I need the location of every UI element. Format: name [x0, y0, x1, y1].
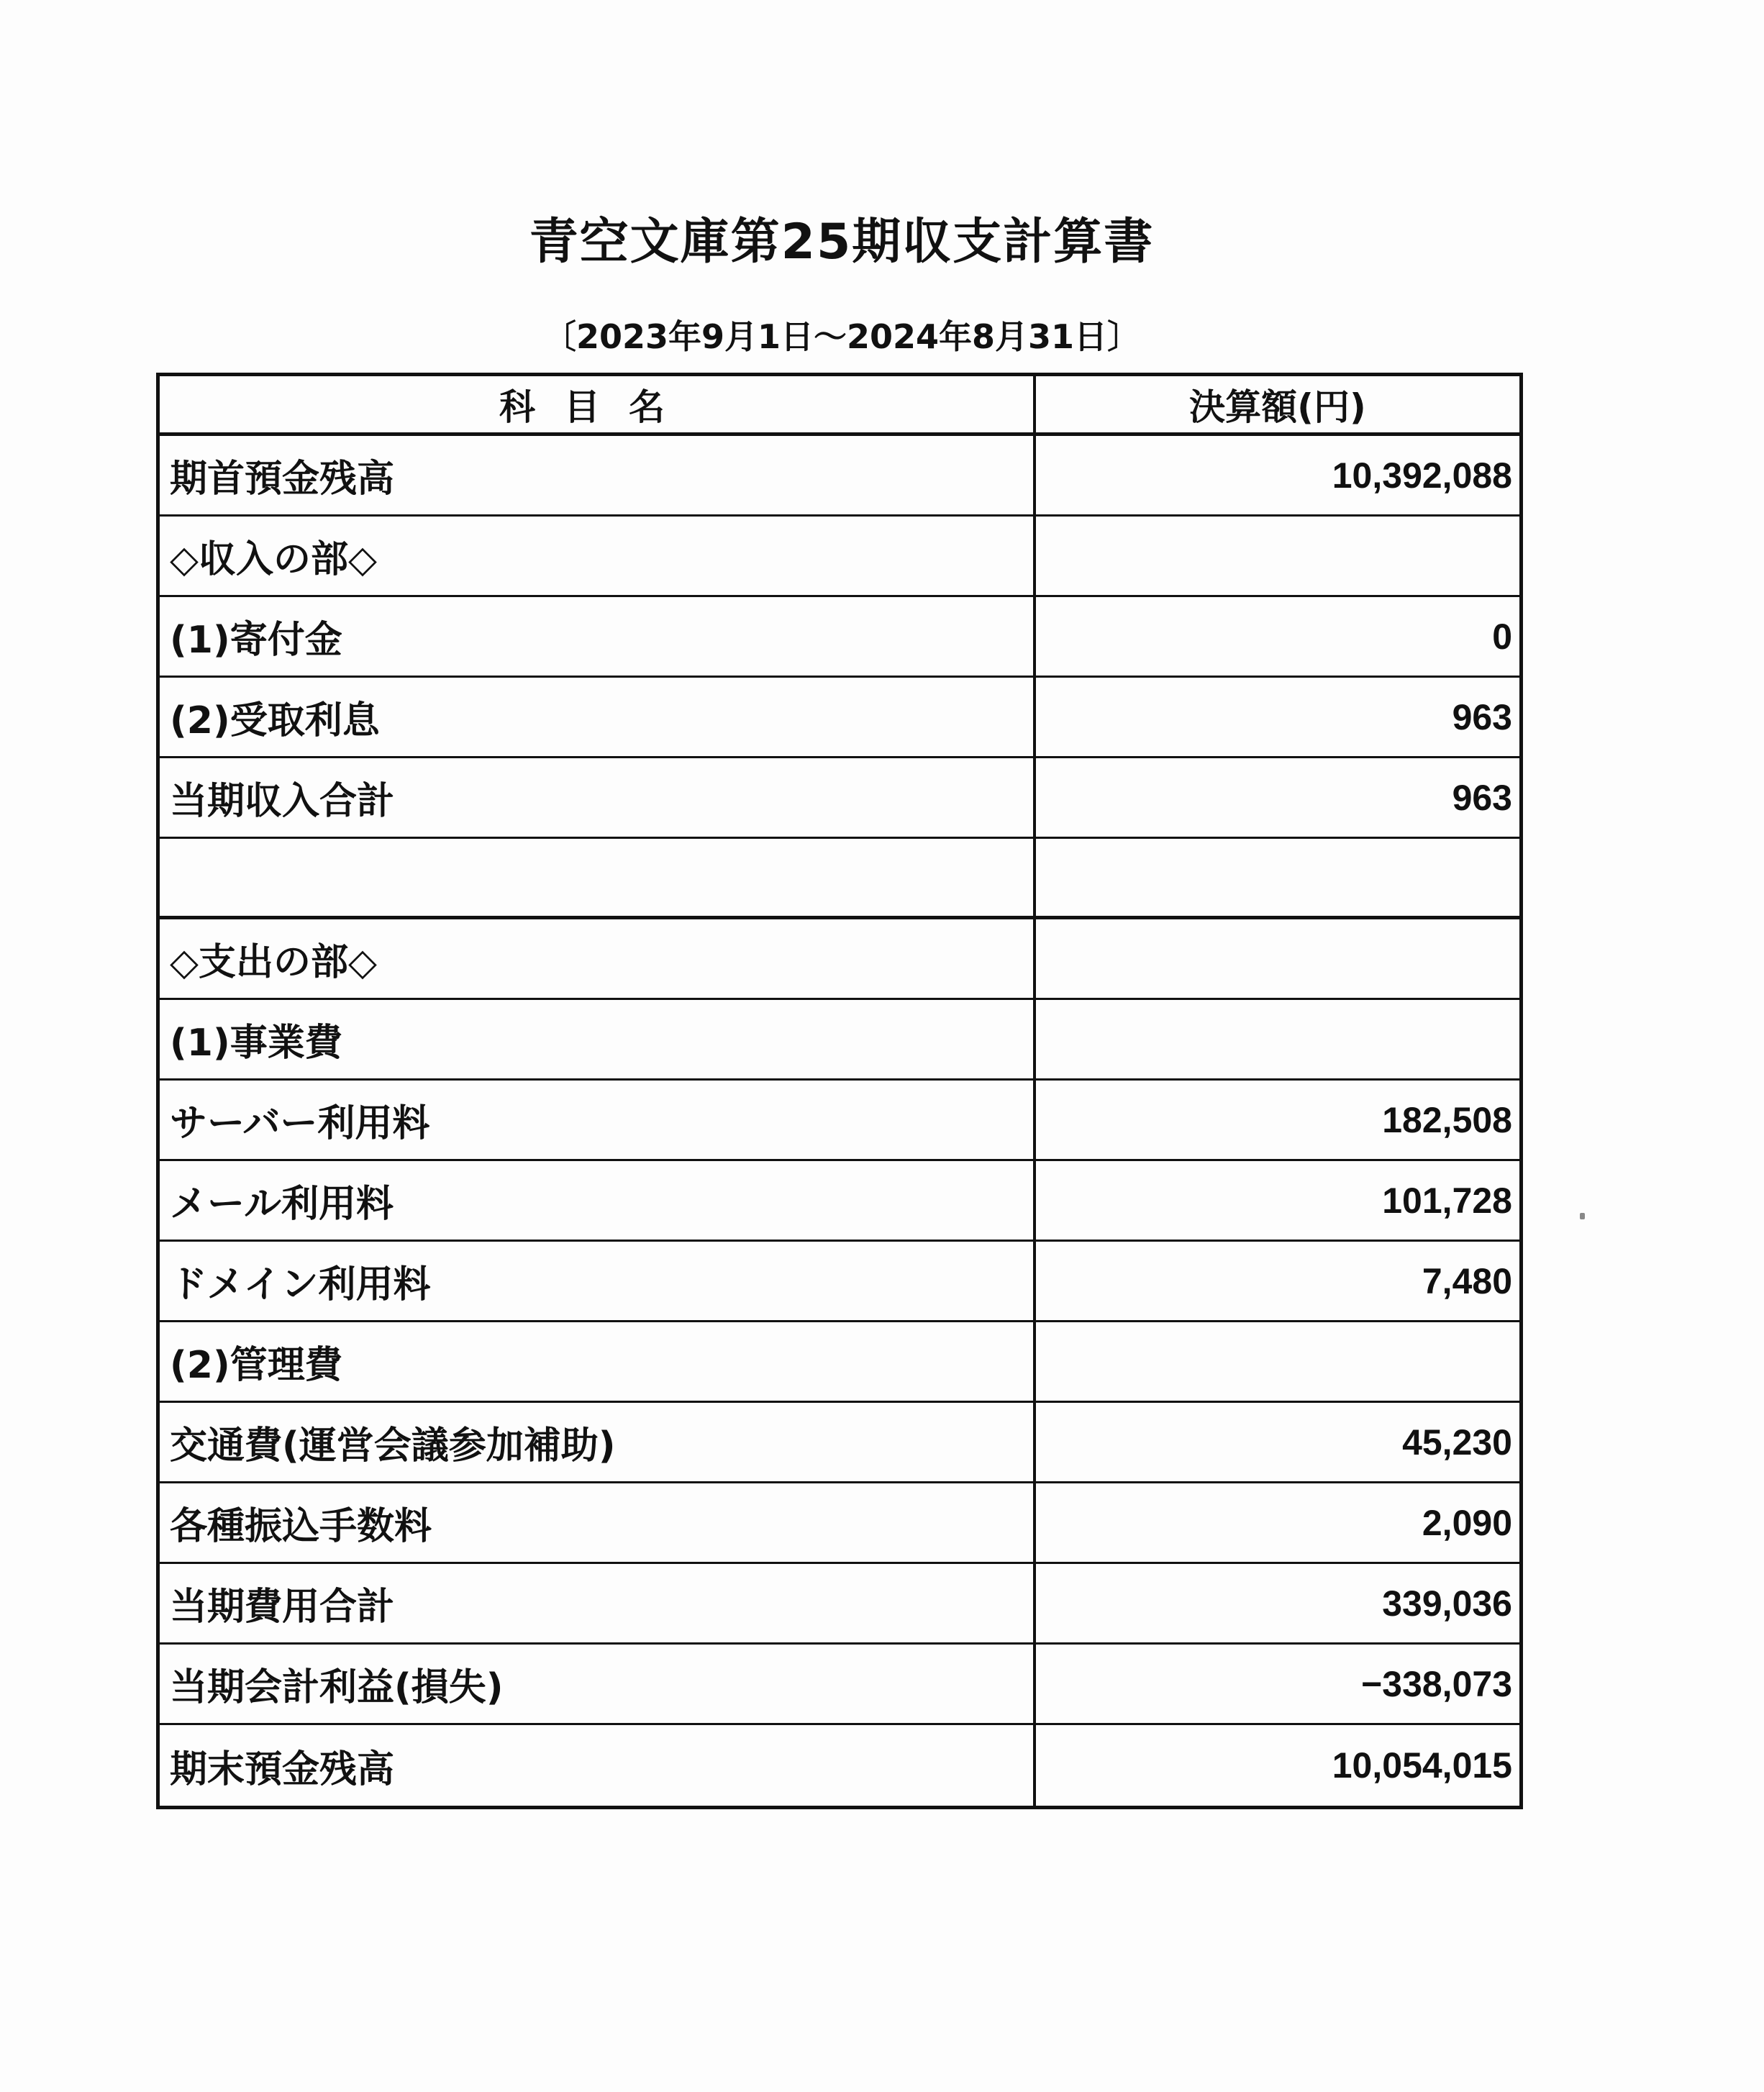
row-label: 当期会計利益(損失)	[160, 1645, 1036, 1723]
row-closing-balance	[160, 1725, 1519, 1806]
row-label: (1)事業費	[160, 1000, 1036, 1078]
scan-speck	[1580, 1213, 1585, 1219]
row-expense-total	[160, 1564, 1519, 1645]
row-amount: 963	[1452, 696, 1512, 737]
row-label: 当期費用合計	[160, 1564, 1036, 1642]
row-label: メール利用料	[160, 1161, 1036, 1240]
row-amount: 10,392,088	[1332, 455, 1512, 496]
row-amount	[1036, 839, 1519, 916]
row-income-total	[160, 758, 1519, 839]
row-amount: 7,480	[1422, 1260, 1512, 1301]
row-transfer-fees	[160, 1483, 1519, 1564]
row-label: ◇収入の部◇	[160, 517, 1036, 595]
fiscal-period: 〔2023年9月1日～2024年8月31日〕	[542, 317, 1141, 356]
row-server-fees	[160, 1081, 1519, 1161]
row-amount: −338,073	[1361, 1663, 1512, 1704]
row-label: ドメイン利用料	[160, 1242, 1036, 1320]
row-expense-section	[160, 919, 1519, 1000]
row-label: (2)受取利息	[160, 678, 1036, 756]
row-label: ◇支出の部◇	[160, 919, 1036, 998]
row-blank	[160, 839, 1519, 919]
row-amount: 0	[1492, 616, 1512, 657]
row-amount: 339,036	[1382, 1583, 1512, 1624]
row-label: 交通費(運営会議参加補助)	[160, 1403, 1036, 1481]
income-expense-table	[156, 373, 1523, 1809]
row-amount: 101,728	[1382, 1180, 1512, 1221]
row-label: 各種振込手数料	[160, 1483, 1036, 1562]
row-business-expenses	[160, 1000, 1519, 1081]
document-title: 青空文庫第25期収支計算書	[529, 214, 1155, 270]
row-label: 当期収入合計	[160, 758, 1036, 837]
row-amount	[1036, 517, 1519, 595]
row-travel-expenses	[160, 1403, 1519, 1483]
header-account-name: 科目名	[160, 376, 1036, 432]
row-label	[160, 839, 1036, 916]
row-interest	[160, 678, 1519, 758]
row-label: 期末預金残高	[160, 1725, 1036, 1806]
row-amount: 10,054,015	[1332, 1745, 1512, 1786]
row-amount	[1036, 919, 1519, 998]
row-amount: 182,508	[1382, 1099, 1512, 1140]
row-donations	[160, 597, 1519, 678]
row-amount: 45,230	[1402, 1422, 1512, 1463]
row-label: (2)管理費	[160, 1322, 1036, 1401]
row-income-section	[160, 517, 1519, 597]
header-settled-amount: 決算額(円)	[1189, 386, 1366, 428]
row-amount: 2,090	[1422, 1502, 1512, 1543]
row-amount: 963	[1452, 777, 1512, 818]
row-amount	[1036, 1000, 1519, 1078]
row-label: サーバー利用料	[160, 1081, 1036, 1159]
row-admin-expenses	[160, 1322, 1519, 1403]
row-domain-fees	[160, 1242, 1519, 1322]
row-label: 期首預金残高	[160, 436, 1036, 514]
row-opening-balance	[160, 436, 1519, 517]
row-amount	[1036, 1322, 1519, 1401]
row-net-profit-loss	[160, 1645, 1519, 1725]
row-label: (1)寄付金	[160, 597, 1036, 676]
row-mail-fees	[160, 1161, 1519, 1242]
table-header	[160, 376, 1519, 436]
